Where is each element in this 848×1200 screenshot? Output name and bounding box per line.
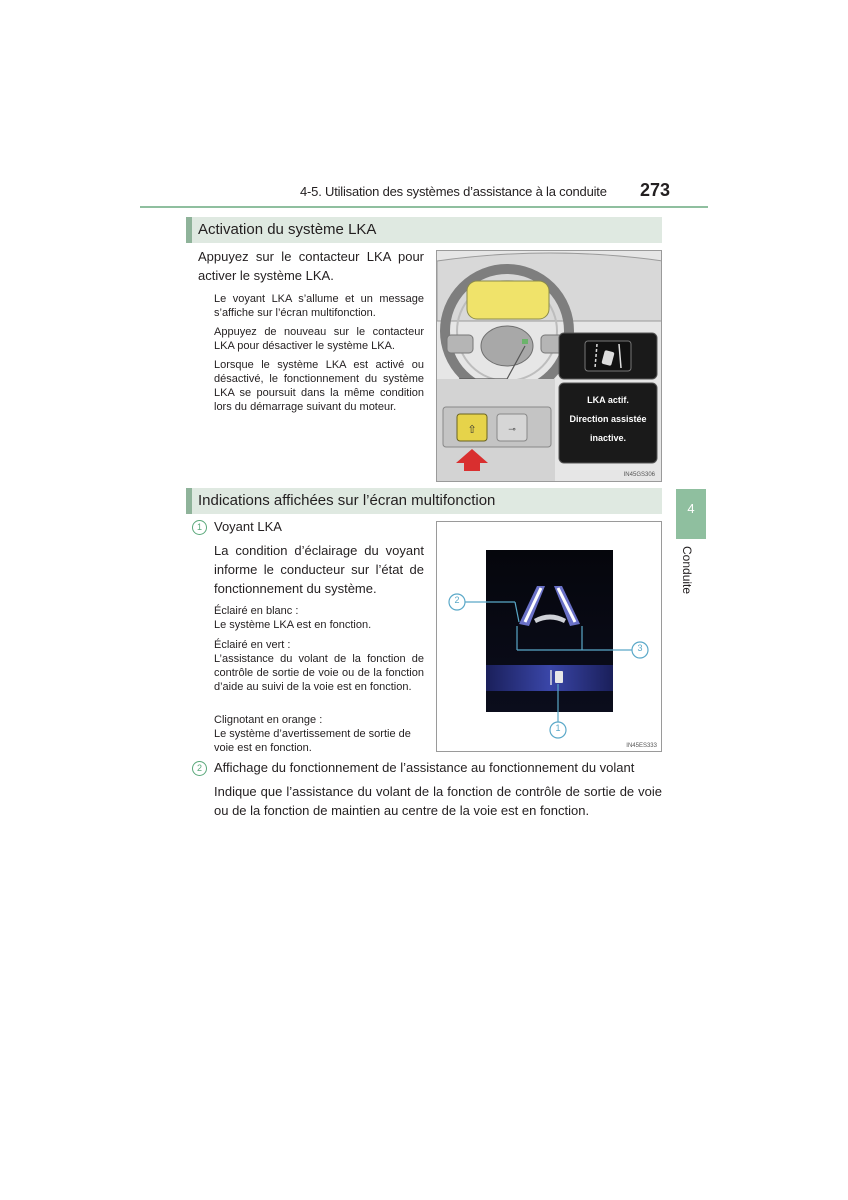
chapter-tab: 4: [676, 489, 706, 539]
bullet-3: Lorsque le système LKA est activé ou désactivé, le fonctionnement du système LKA se poursuit dans la même condition lors du démarrage suivant du moteur.: [214, 359, 424, 413]
item1-desc: La condition d’éclairage du voyant informe le conducteur sur l’état de fonctionnement du système.: [214, 543, 424, 596]
figure-code-2: IN45ES333: [626, 743, 657, 749]
state-orange-label: Clignotant en orange :: [214, 714, 323, 726]
section-heading-activation: Activation du système LKA: [186, 217, 662, 243]
lka-message-line1: LKA actif.: [587, 395, 629, 405]
header-rule: [140, 206, 708, 208]
figure-callout-3: 3: [637, 643, 643, 653]
lka-message-line2: Direction assistée: [569, 414, 647, 424]
svg-text:⇧: ⇧: [467, 423, 477, 436]
dashboard-figure: [436, 250, 662, 482]
svg-text:⊸: ⊸: [508, 425, 516, 435]
state-green-text: L’assistance du volant de la fonction de contrôle de sortie de voie ou de la fonction d’aide au suivi de la voie est en fonction.: [214, 653, 424, 693]
page-number: 273: [640, 180, 671, 200]
state-orange-text: Le système d’avertissement de sortie de voie est en fonction.: [214, 728, 411, 754]
chapter-label: Conduite: [680, 546, 694, 595]
section-heading-indications: Indications affichées sur l’écran multifonction: [186, 488, 662, 514]
bullet-2: Appuyez de nouveau sur le contacteur LKA pour désactiver le système LKA.: [214, 326, 424, 352]
state-orange: [214, 713, 424, 755]
item2-desc: Indique que l’assistance du volant de la fonction de contrôle de sortie de voie ou de la fonction de maintien au centre de la voie est en fonction.: [214, 784, 662, 818]
running-header: 4-5. Utilisation des systèmes d’assistance à la conduite: [300, 184, 607, 199]
item1-title: Voyant LKA: [214, 519, 282, 534]
intro-paragraph: Appuyez sur le contacteur LKA pour activer le système LKA.: [198, 249, 424, 283]
figure-callout-2: 2: [454, 595, 460, 605]
item2-title: Affichage du fonctionnement de l’assistance au fonctionnement du volant: [214, 760, 635, 775]
lka-message-line3: inactive.: [589, 433, 627, 443]
state-white-label: Éclairé en blanc :: [214, 605, 299, 617]
figure-callout-1: 1: [555, 723, 561, 733]
state-green-label: Éclairé en vert :: [214, 639, 291, 651]
display-figure: [436, 521, 662, 752]
bullet-1: Le voyant LKA s’allume et un message s’affiche sur l’écran multifonction.: [214, 293, 424, 319]
callout-num-2: 2: [192, 761, 207, 776]
display-illustration: [437, 522, 662, 752]
state-white: [214, 604, 424, 632]
figure-code-1: IN45GS306: [623, 472, 655, 478]
callout-num-1: 1: [192, 520, 207, 535]
state-green: [214, 638, 424, 694]
lka-message: [559, 391, 657, 448]
state-white-text: Le système LKA est en fonction.: [214, 619, 372, 631]
